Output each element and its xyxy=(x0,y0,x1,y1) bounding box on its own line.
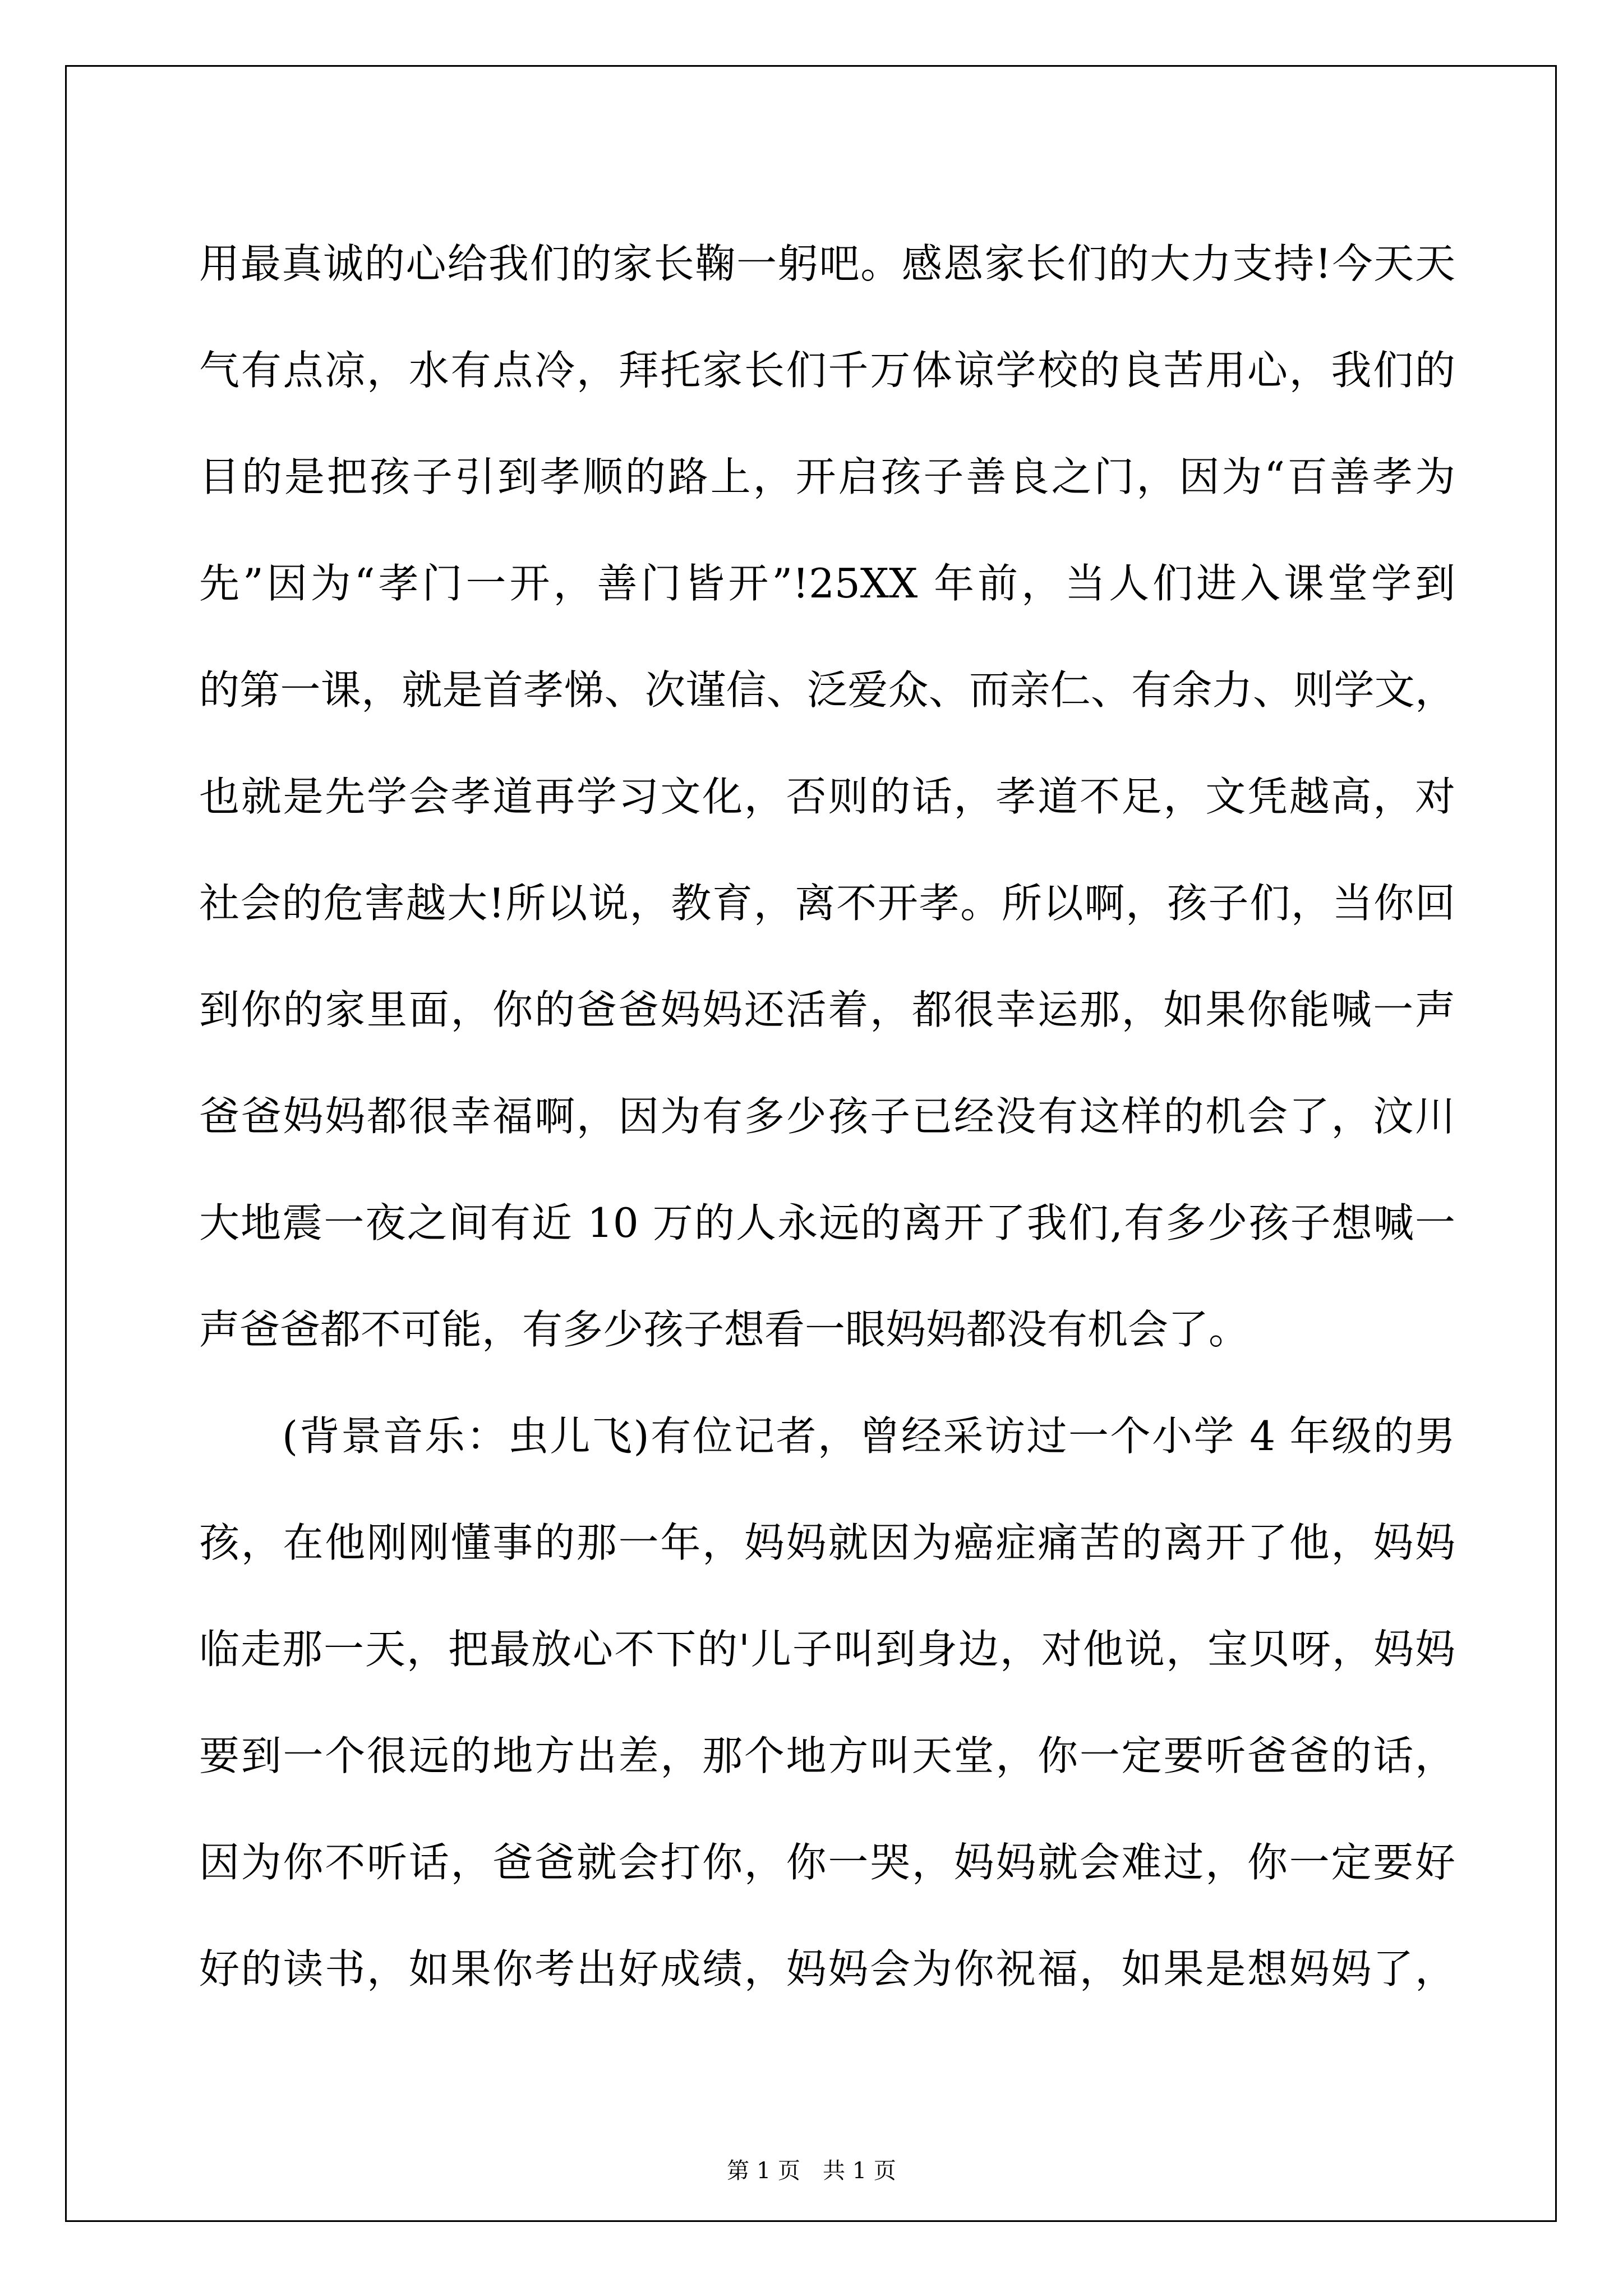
text-line: 临走那一天，把最放心不下的'儿子叫到身边，对他说，宝贝呀，妈妈 xyxy=(199,1626,1455,1673)
text-line: 因为你不听话，爸爸就会打你，你一哭，妈妈就会难过，你一定要好 xyxy=(199,1839,1455,1886)
text-line: 用最真诚的心给我们的家长鞠一躬吧。感恩家长们的大力支持!今天天 xyxy=(199,240,1455,287)
text-line: 也就是先学会孝道再学习文化，否则的话，孝道不足，文凭越高，对 xyxy=(199,773,1455,820)
text-line: 社会的危害越大!所以说，教育，离不开孝。所以啊，孩子们，当你回 xyxy=(199,880,1455,927)
text-line: 大地震一夜之间有近 10 万的人永远的离开了我们,有多少孩子想喊一 xyxy=(199,1199,1455,1246)
page-footer xyxy=(0,2153,1623,2185)
text-line: 要到一个很远的地方出差，那个地方叫天堂，你一定要听爸爸的话， xyxy=(199,1732,1455,1779)
text-line: 气有点凉，水有点冷，拜托家长们千万体谅学校的良苦用心，我们的 xyxy=(199,347,1455,394)
text-line: 爸爸妈妈都很幸福啊，因为有多少孩子已经没有这样的机会了，汶川 xyxy=(199,1093,1455,1140)
text-line: 的第一课，就是首孝悌、次谨信、泛爱众、而亲仁、有余力、则学文， xyxy=(199,666,1455,714)
text-line: (背景音乐：虫儿飞)有位记者，曾经采访过一个小学 4 年级的男 xyxy=(282,1412,1455,1460)
text-line: 先”因为“孝门一开，善门皆开”!25XX 年前，当人们进入课堂学到 xyxy=(199,560,1455,607)
text-line: 好的读书，如果你考出好成绩，妈妈会为你祝福，如果是想妈妈了， xyxy=(199,1945,1455,1993)
text-line: 孩，在他刚刚懂事的那一年，妈妈就因为癌症痛苦的离开了他，妈妈 xyxy=(199,1519,1455,1566)
page-total: 共 1 页 xyxy=(823,2158,896,2184)
text-line: 声爸爸都不可能，有多少孩子想看一眼妈妈都没有机会了。 xyxy=(199,1306,1249,1353)
text-line: 目的是把孩子引到孝顺的路上，开启孩子善良之门，因为“百善孝为 xyxy=(199,453,1455,500)
text-line: 到你的家里面，你的爸爸妈妈还活着，都很幸运那，如果你能喊一声 xyxy=(199,986,1455,1033)
page-number: 第 1 页 xyxy=(727,2158,800,2184)
document-body xyxy=(199,210,1455,2022)
